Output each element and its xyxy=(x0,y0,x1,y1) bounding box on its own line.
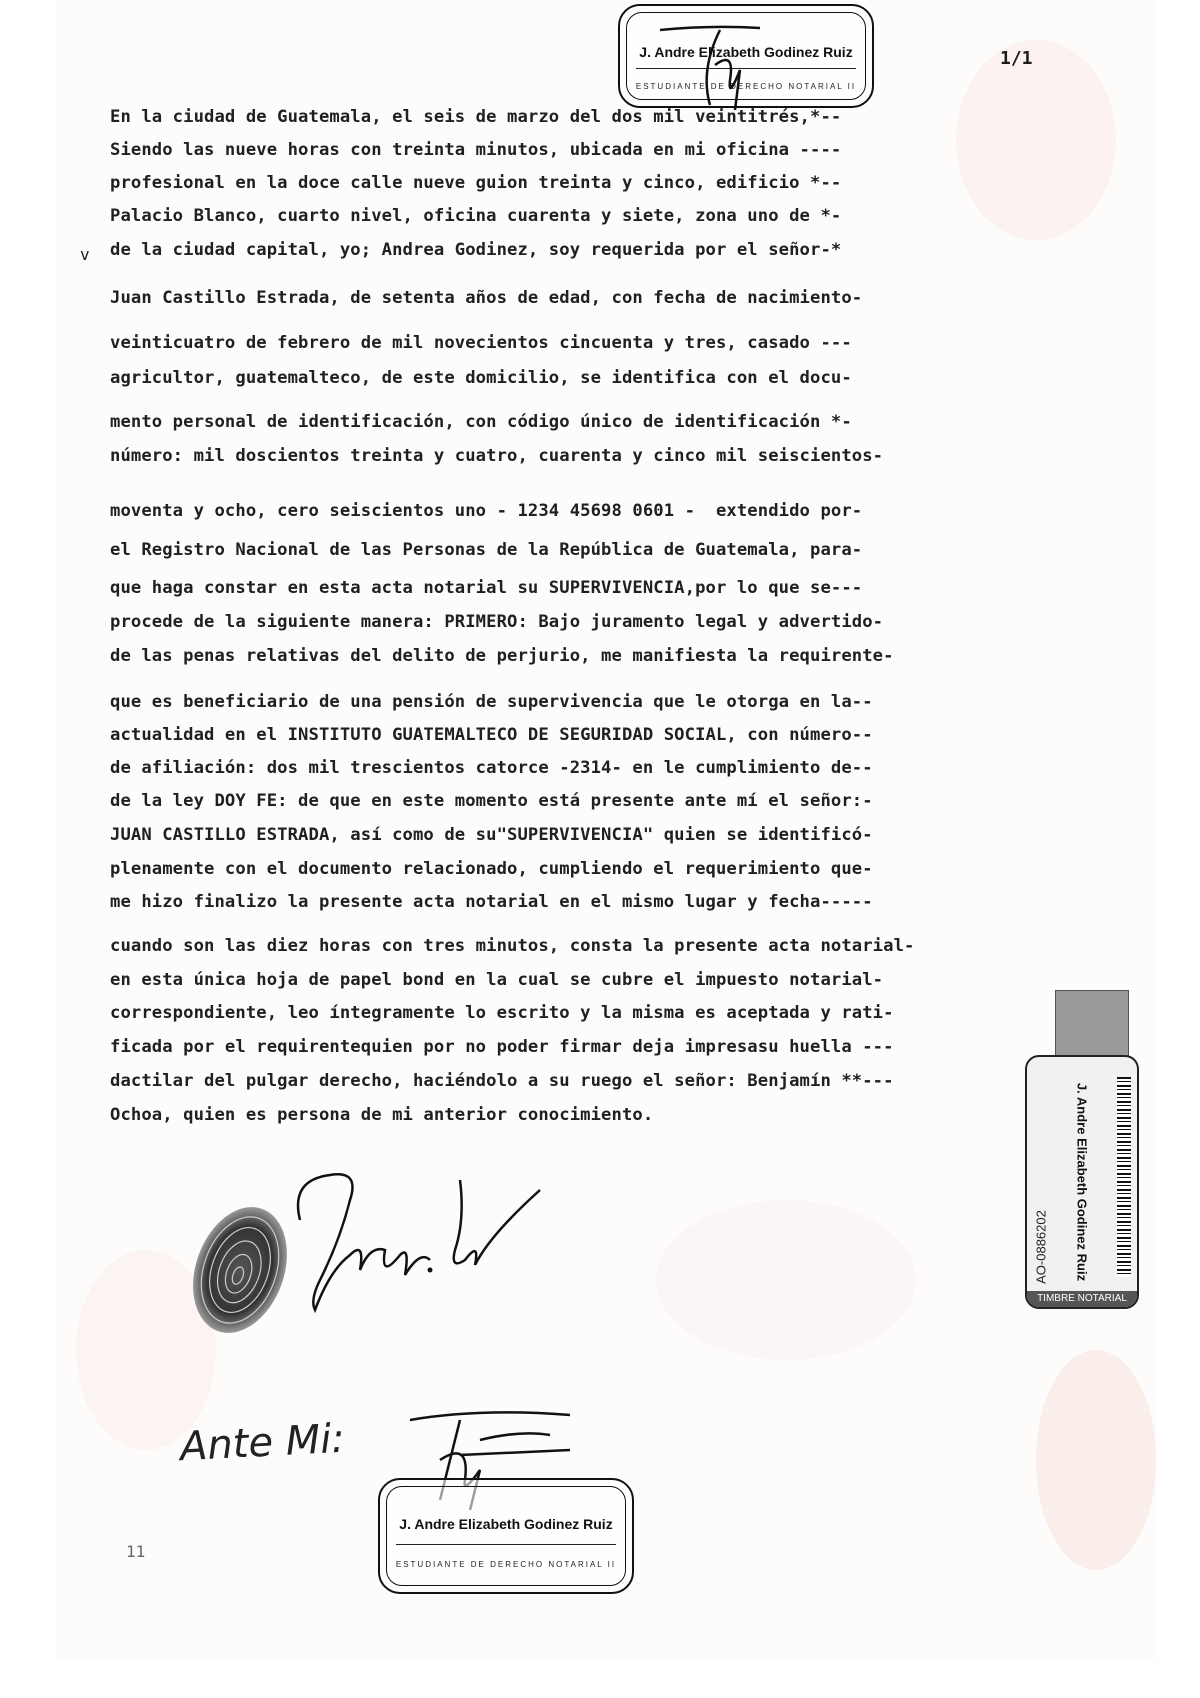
revenue-stamp-top xyxy=(1055,990,1129,1057)
paper-stain xyxy=(656,1200,916,1360)
body-line: Ochoa, quien es persona de mi anterior conocimiento. xyxy=(110,1105,654,1125)
body-line: ficada por el requirentequien por no poder firmar deja impresasu huella --- xyxy=(110,1037,894,1057)
stamp-name: J. Andre Elizabeth Godinez Ruiz xyxy=(399,1516,613,1532)
signature-over-stamp xyxy=(640,10,790,120)
notary-stamp-bottom xyxy=(378,1478,634,1594)
body-line: cuando son las diez horas con tres minutos, consta la presente acta notarial- xyxy=(110,936,915,956)
body-line: de la ley DOY FE: de que en este momento está presente ante mí el señor:- xyxy=(110,791,873,811)
body-line: Juan Castillo Estrada, de setenta años de edad, con fecha de nacimiento- xyxy=(110,288,863,308)
stamp-rule xyxy=(396,1544,616,1545)
tile-bottom-label: TIMBRE NOTARIAL xyxy=(1027,1291,1137,1307)
body-line: Siendo las nueve horas con treinta minutos, ubicada en mi oficina ---- xyxy=(110,140,842,160)
tile-serial: AO-0886202 xyxy=(1033,1210,1049,1284)
margin-mark-bottom: 11 xyxy=(126,1542,146,1561)
tile-name: J. Andre Elizabeth Godinez Ruiz xyxy=(1074,1082,1090,1282)
body-line: que es beneficiario de una pensión de supervivencia que le otorga en la-- xyxy=(110,692,873,712)
body-line: En la ciudad de Guatemala, el seis de marzo del dos mil veintitrés,*-- xyxy=(110,107,842,127)
body-line: de la ciudad capital, yo; Andrea Godinez, soy requerida por el señor-* xyxy=(110,240,842,260)
stamp-subtitle: ESTUDIANTE DE DERECHO NOTARIAL II xyxy=(635,82,857,91)
body-line: veinticuatro de febrero de mil novecientos cincuenta y tres, casado --- xyxy=(110,333,852,353)
body-line: dactilar del pulgar derecho, haciéndolo a su ruego el señor: Benjamín **--- xyxy=(110,1071,894,1091)
body-line: plenamente con el documento relacionado, cumpliendo el requerimiento que- xyxy=(110,859,873,879)
body-line: en esta única hoja de papel bond en la cual se cubre el impuesto notarial- xyxy=(110,970,884,990)
body-line: procede de la siguiente manera: PRIMERO: Bajo juramento legal y advertido- xyxy=(110,612,884,632)
margin-mark: v xyxy=(80,245,90,264)
body-line: número: mil doscientos treinta y cuatro, cuarenta y cinco mil seiscientos- xyxy=(110,446,884,466)
body-line: JUAN CASTILLO ESTRADA, así como de su"SUPERVIVENCIA" quien se identificó- xyxy=(110,825,873,845)
body-line: Palacio Blanco, cuarto nivel, oficina cuarenta y siete, zona uno de *- xyxy=(110,206,842,226)
stamp-name: J. Andre Elizabeth Godinez Ruiz xyxy=(639,44,853,60)
fingerprint-image xyxy=(190,1200,290,1340)
body-line: mento personal de identificación, con código único de identificación *- xyxy=(110,412,852,432)
client-signature xyxy=(290,1160,550,1320)
body-line: moventa y ocho, cero seiscientos uno - 1234 45698 0601 - extendido por- xyxy=(110,501,863,521)
ante-mi-handwriting: Ante Mi: xyxy=(178,1415,346,1471)
body-line: de afiliación: dos mil trescientos catorce -2314- en le cumplimiento de-- xyxy=(110,758,873,778)
paper-stain xyxy=(956,40,1116,240)
page-number: 1/1 xyxy=(1000,48,1033,69)
body-line: profesional en la doce calle nueve guion treinta y cinco, edificio *-- xyxy=(110,173,842,193)
stamp-subtitle: ESTUDIANTE DE DERECHO NOTARIAL II xyxy=(395,1560,617,1569)
body-line: me hizo finalizo la presente acta notarial en el mismo lugar y fecha----- xyxy=(110,892,873,912)
tile-barcode xyxy=(1117,1077,1131,1277)
body-line: actualidad en el INSTITUTO GUATEMALTECO DE SEGURIDAD SOCIAL, con número-- xyxy=(110,725,873,745)
paper-stain xyxy=(1036,1350,1156,1570)
notarial-revenue-stamp xyxy=(1025,1055,1139,1309)
body-line: que haga constar en esta acta notarial su SUPERVIVENCIA,por lo que se--- xyxy=(110,578,863,598)
body-line: el Registro Nacional de las Personas de la República de Guatemala, para- xyxy=(110,540,863,560)
body-line: correspondiente, leo íntegramente lo escrito y la misma es aceptada y rati- xyxy=(110,1003,894,1023)
body-line: de las penas relativas del delito de perjurio, me manifiesta la requirente- xyxy=(110,646,894,666)
stamp-inner-border xyxy=(386,1486,626,1586)
body-line: agricultor, guatemalteco, de este domicilio, se identifica con el docu- xyxy=(110,368,852,388)
